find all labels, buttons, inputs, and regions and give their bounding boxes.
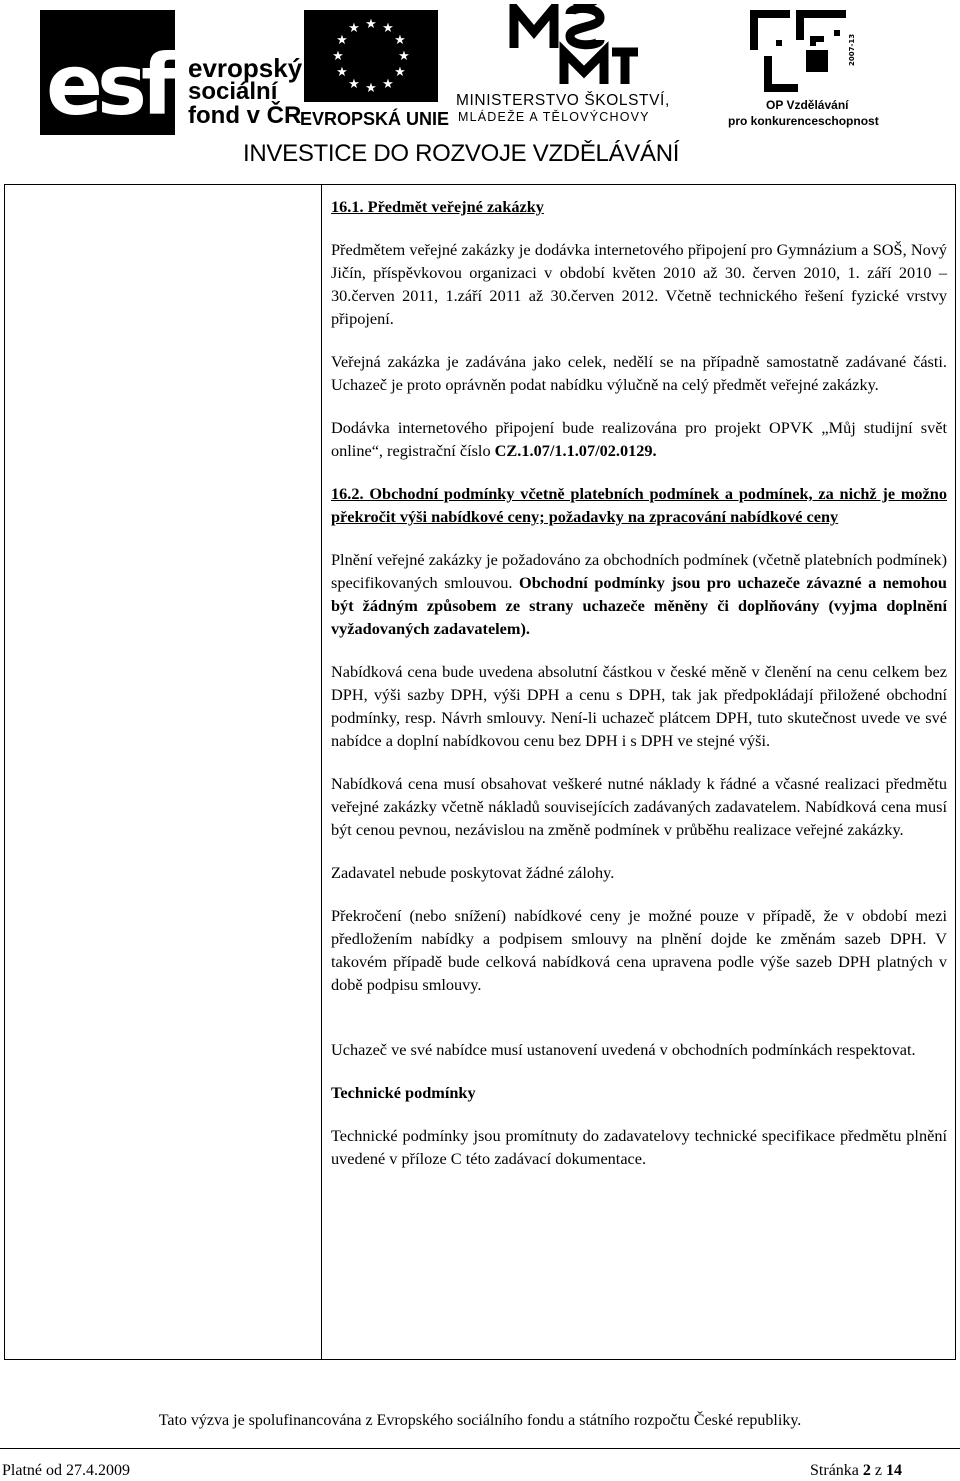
section-16-2-paragraph-3: Nabídková cena musí obsahovat veškeré nutné náklady k řádné a včasné realizaci předmětu veřejné zakázky včetně nákladů souvisejících zadávaných zadavatelem. Nabídková cena musí být cenou pevnou, nezávislou na změně podmínek v průběhu realizace veřejné zakázky. (331, 774, 947, 839)
section-16-2-paragraph-2: Nabídková cena bude uvedena absolutní částkou v české měně v členění na cenu celkem bez DPH, výši sazby DPH, výši DPH a cenu s DPH, tak jak předpokládají přiložené obchodní podmínky, resp. Návrh smlouvy. Není-li uchazeč plátcem DPH, tuto skutečnost uvede ve své nabídce a doplní nabídkovou cenu bez DPH i s DPH ve stejné výši. (331, 662, 947, 750)
svg-text:2007-13: 2007-13 (848, 33, 856, 66)
eu-label: EVROPSKÁ UNIE (300, 109, 450, 129)
eu-logo (300, 10, 450, 135)
left-column-empty (5, 185, 322, 1359)
eu-flag-icon (304, 10, 438, 102)
svg-text:★: ★ (332, 49, 344, 64)
svg-text:★: ★ (382, 77, 394, 92)
header-tagline: INVESTICE DO ROZVOJE VZDĚLÁVÁNÍ (243, 140, 680, 167)
section-16-2-heading: 16.2. Obchodní podmínky včetně platebních podmínek a podmínek, za nichž je možno překročit výši nabídkové ceny; požadavky na zpracování nabídkové ceny (331, 484, 947, 526)
section-16-2-paragraph-1-bold: Obchodní podmínky jsou pro uchazeče závazné a nemohou být žádným způsobem ze strany uchazeče měněny či doplňovány (vyjma doplnění vyžadovaných zadavatelem). (331, 573, 947, 638)
msmt-line-2: MLÁDEŽE A TĚLOVÝCHOVY (458, 110, 650, 124)
msmt-logo (456, 4, 706, 139)
opvk-logo (728, 10, 888, 135)
opvk-line-1: OP Vzdělávání (766, 98, 849, 112)
footer-divider (0, 1448, 960, 1449)
section-16-1-paragraph-3 (331, 416, 947, 462)
msmt-mark-icon (508, 4, 643, 93)
svg-text:★: ★ (365, 81, 377, 96)
content-table (4, 184, 956, 1360)
section-16-2-paragraph-4: Zadavatel nebude poskytovat žádné zálohy. (331, 863, 615, 882)
svg-text:★: ★ (348, 21, 360, 36)
opvk-line-2: pro konkurenceschopnost (728, 114, 879, 128)
esf-logo (40, 10, 303, 135)
svg-text:★: ★ (398, 49, 410, 64)
section-16-2-paragraph-6: Uchazeč ve své nabídce musí ustanovení uvedená v obchodních podmínkách respektovat. (331, 1040, 916, 1059)
footer-page-number (810, 1462, 902, 1480)
esf-line-1: evropský (188, 53, 303, 83)
esf-wordmark (188, 53, 303, 129)
svg-text:esf: esf (46, 36, 172, 134)
section-16-1-paragraph-3-text: Dodávka internetového připojení bude realizována pro projekt OPVK „Můj studijní svět online“, registrační číslo (331, 418, 947, 460)
svg-text:★: ★ (382, 21, 394, 36)
svg-text:★: ★ (348, 77, 360, 92)
section-16-1-heading: 16.1. Předmět veřejné zakázky (331, 197, 544, 216)
esf-mark-icon (40, 10, 175, 135)
technical-heading: Technické podmínky (331, 1083, 476, 1102)
right-column-text (331, 195, 947, 1190)
technical-paragraph-1: Technické podmínky jsou promítnuty do zadavatelovy technické specifikace předmětu plnění uvedené v příloze C této zadávací dokumentace. (331, 1126, 947, 1168)
section-16-1-paragraph-1: Předmětem veřejné zakázky je dodávka internetového připojení pro Gymnázium a SOŠ, Nový Jičín, příspěvkovou organizaci v období květen 2010 až 30. červen 2010, 1. září 2010 – 30.červen 2011, 1.září 2011 až 30.červen 2012. Včetně technického řešení fyzické vrstvy připojení. (331, 240, 947, 328)
footer-valid-from: Platné od 27.4.2009 (2, 1462, 130, 1479)
registration-number: CZ.1.07/1.1.07/02.0129. (494, 441, 657, 460)
esf-line-3: fond v ČR (188, 102, 302, 129)
msmt-line-1: MINISTERSTVO ŠKOLSTVÍ, (456, 92, 670, 109)
opvk-mark-icon (750, 10, 860, 97)
svg-text:★: ★ (394, 33, 406, 48)
page-current: 2 (862, 1462, 871, 1479)
page-total: 14 (886, 1462, 902, 1479)
page-label: Stránka (810, 1462, 859, 1479)
footer-cofinancing-note: Tato výzva je spolufinancována z Evropského sociálního fondu a státního rozpočtu České republiky. (158, 1412, 802, 1429)
svg-text:★: ★ (336, 33, 348, 48)
section-16-2-paragraph-1-text: Plnění veřejné zakázky je požadováno za obchodních podmínek (včetně platebních podmínek) specifikovaných smlouvou. (331, 550, 947, 592)
svg-text:★: ★ (336, 65, 348, 80)
svg-text:★: ★ (394, 65, 406, 80)
page-of: z (874, 1462, 882, 1479)
section-16-1-paragraph-2: Veřejná zakázka je zadávána jako celek, nedělí se na případně samostatně zadávané části. Uchazeč je proto oprávněn podat nabídku výlučně na celý předmět veřejné zakázky. (331, 352, 947, 394)
section-16-2-paragraph-5: Překročení (nebo snížení) nabídkové ceny je možné pouze v případě, že v období mezi předložením nabídky a podpisem smlouvy na plnění dojde ke změnám sazeb DPH. V takovém případě bude celková nabídková cena upravena podle výše sazeb DPH platných v době podpisu smlouvy. (331, 906, 947, 994)
section-16-2-paragraph-1 (331, 548, 947, 640)
header-logos (0, 0, 960, 180)
esf-line-2: sociální (188, 78, 278, 105)
svg-text:★: ★ (365, 17, 377, 32)
